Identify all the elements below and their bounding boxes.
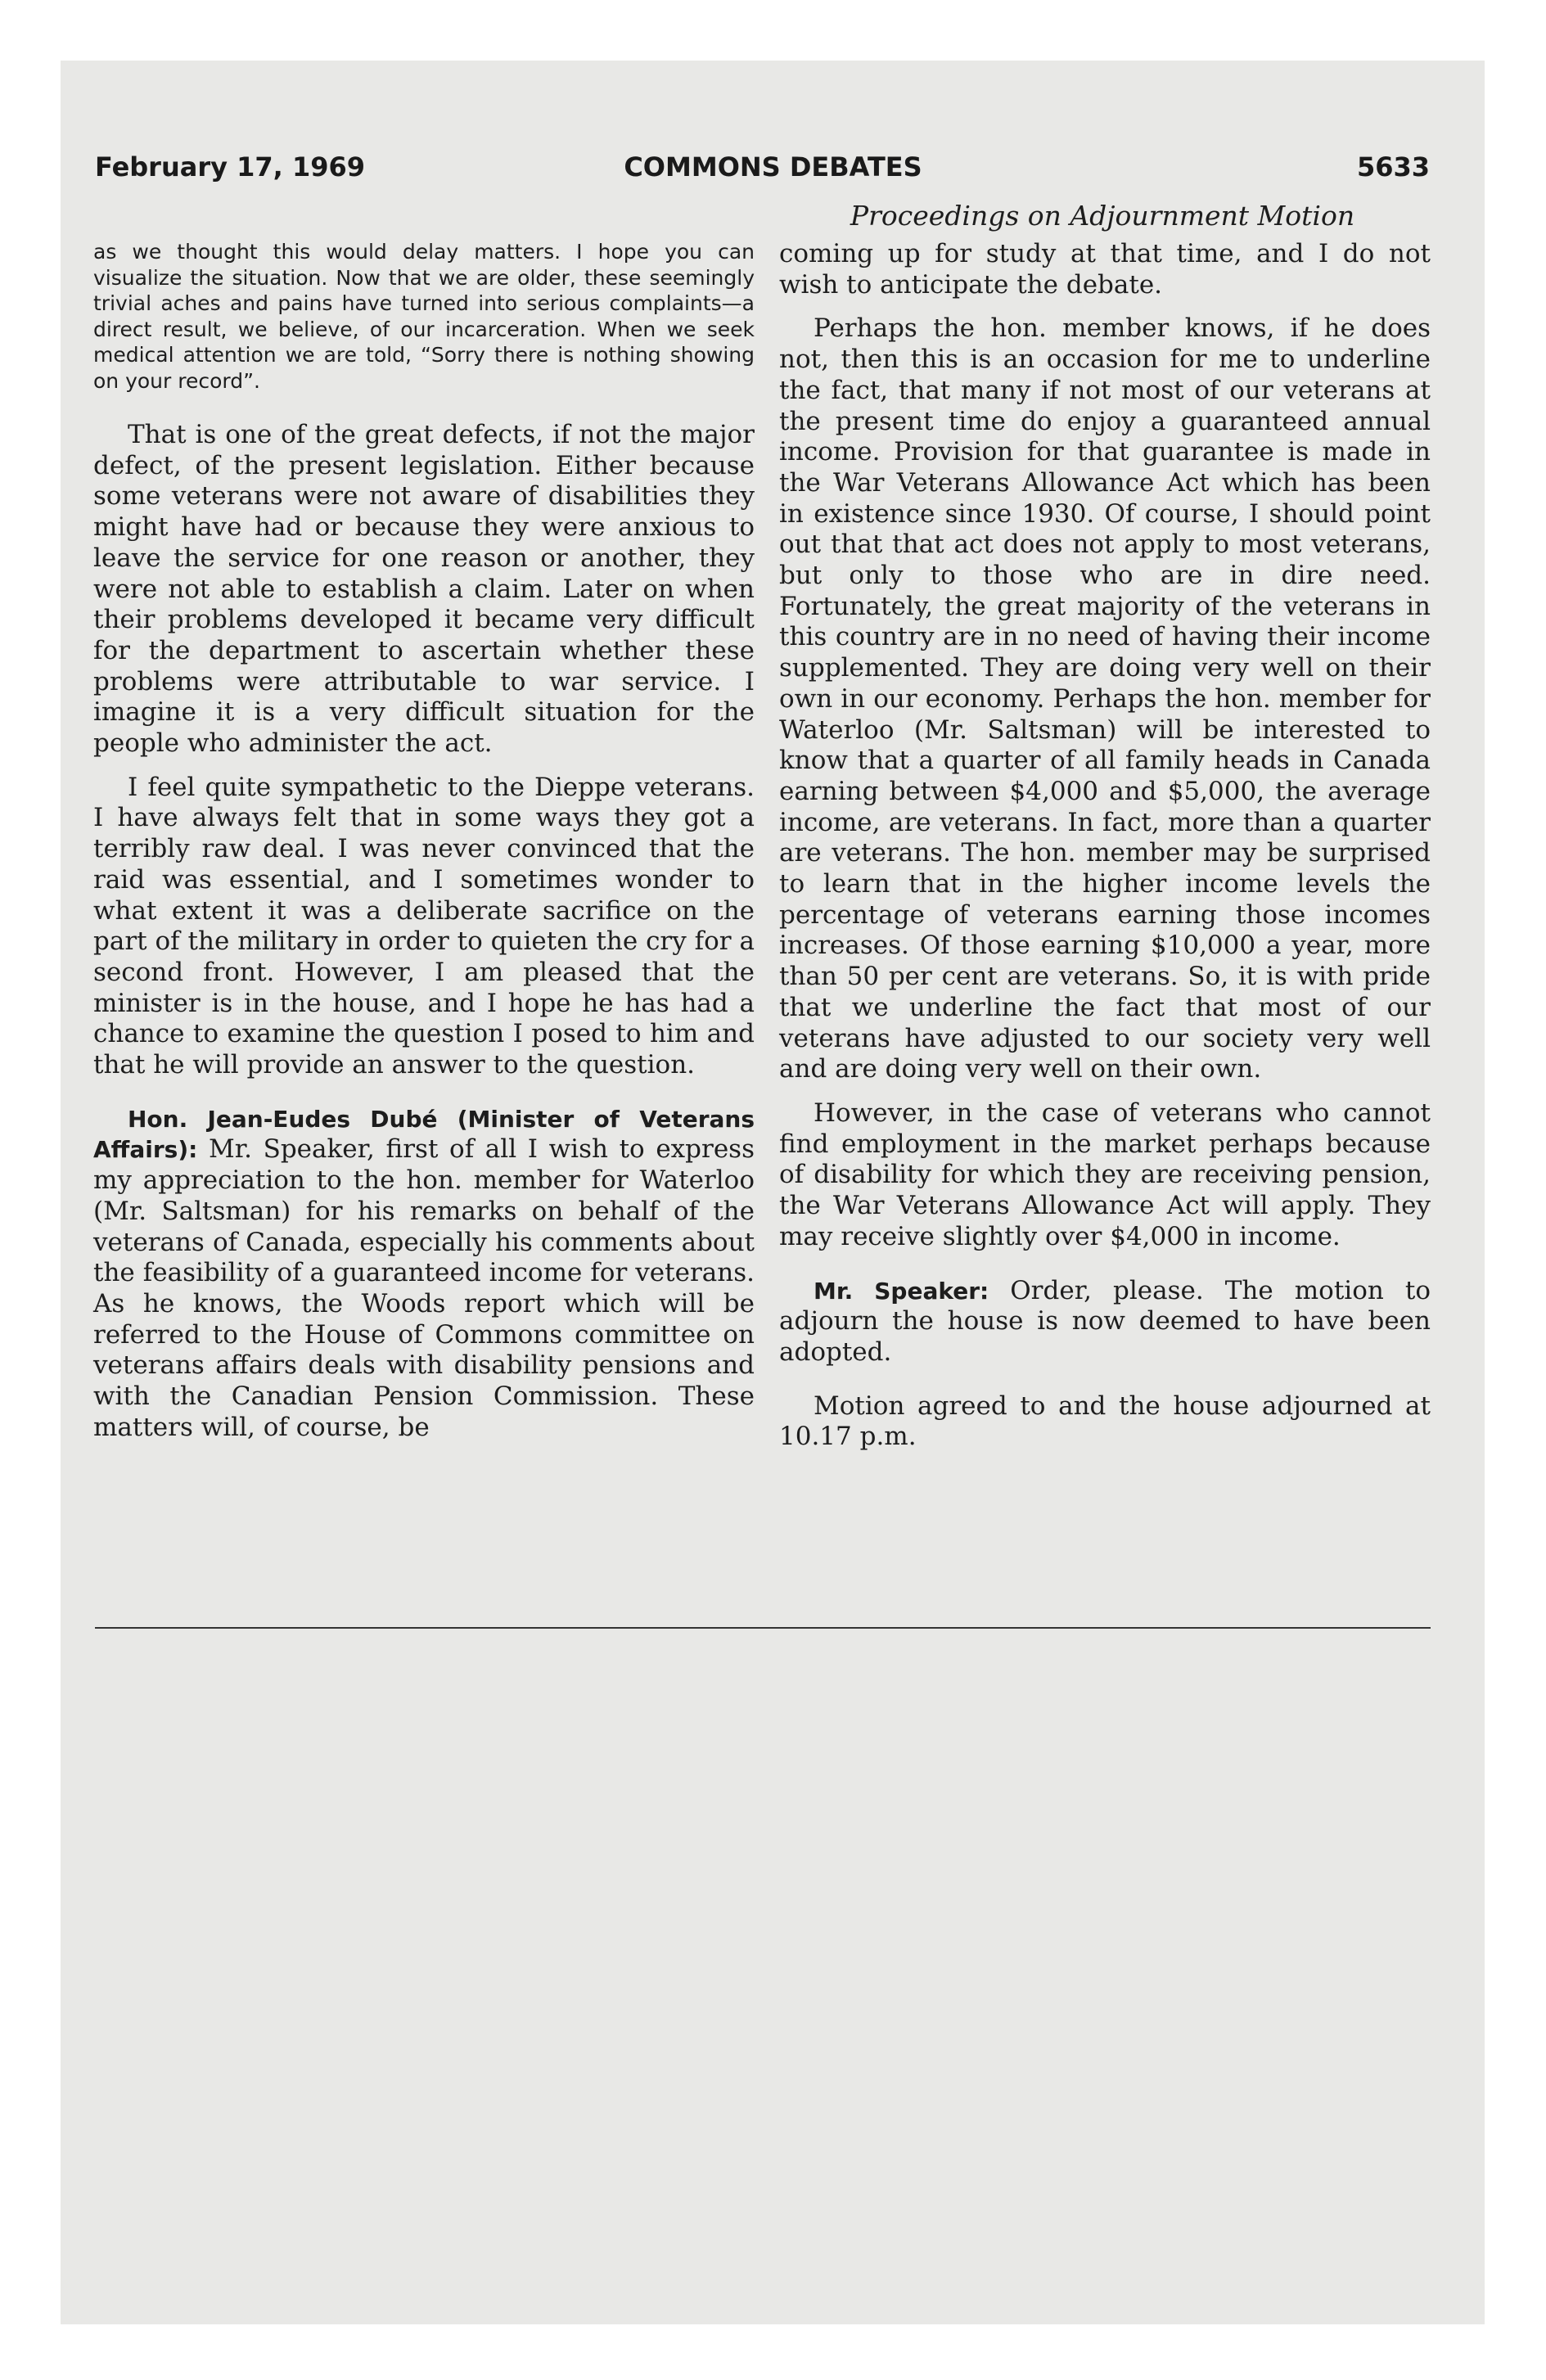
- paragraph: Perhaps the hon. member knows, if he does not, then this is an occasion for me to underline the fact, that many if not most of our veterans at the present time do enjoy a guaranteed annual income. Provision for that guarantee is made in the War Veterans Allowance Act which has been in existence since 1930. Of course, I should point out that that act does not apply to most veterans, but only to those who are in dire need. Fortunately, the great majority of the veterans in this country are in no need of having their income supplemented. They are doing very well on their own in our economy. Perhaps the hon. member for Waterloo (Mr. Saltsman) will be interested to know that a quarter of all family heads in Canada earning between $4,000 and $5,000, the average income, are veterans. In fact, more than a quarter are veterans. The hon. member may be surprised to learn that in the higher income levels the percentage of veterans earning those incomes increases. Of those earning $10,000 a year, more than 50 per cent are veterans. So, it is with pride that we underline the fact that most of our veterans have adjusted to our society very well and are doing very well on their own.: [779, 313, 1431, 1084]
- left-column: [93, 239, 755, 1444]
- header-title: COMMONS DEBATES: [624, 151, 922, 183]
- paragraph: That is one of the great defects, if not the major defect, of the present legislation. Either because some veterans were not aware of disabilities they might have had or because they were anxious to leave the service for one reason or another, they were not able to establish a claim. Later on when their problems developed it became very difficult for the department to ascertain whether these problems were attributable to war service. I imagine it is a very difficult situation for the people who administer the act.: [93, 420, 755, 759]
- speaker-name: Mr. Speaker:: [814, 1277, 989, 1305]
- header-page-number: 5633: [1356, 151, 1430, 183]
- quoted-letter: as we thought this would delay matters. I hope you can visualize the situation. Now that we are older, these seemingly trivial aches and pains have turned into serious complaints—a direct result, we believe, of our incarceration. When we seek medical attention we are told, “Sorry there is nothing showing on your record”.: [93, 240, 755, 393]
- end-rule: [95, 1627, 1431, 1629]
- speech-text: Mr. Speaker, first of all I wish to express my appreciation to the hon. member for Waterloo (Mr. Saltsman) for his remarks on behalf of the veterans of Canada, especially his comments about the feasibility of a guaranteed income for veterans. As he knows, the Woods report which will be referred to the House of Commons committee on veterans affairs deals with disability pensions and with the Canadian Pension Commission. These matters will, of course, be: [93, 1134, 755, 1442]
- speech-paragraph: [779, 1276, 1431, 1368]
- paragraph: coming up for study at that time, and I do not wish to anticipate the debate.: [779, 239, 1431, 300]
- header-date: February 17, 1969: [95, 151, 365, 183]
- right-column: [779, 239, 1431, 1453]
- paragraph: I feel quite sympathetic to the Dieppe veterans. I have always felt that in some ways they got a terribly raw deal. I was never convinced that the raid was essential, and I sometimes wonder to what extent it was a deliberate sacrifice on the part of the military in order to quieten the cry for a second front. However, I am pleased that the minister is in the house, and I hope he has had a chance to examine the question I posed to him and that he will provide an answer to the question.: [93, 772, 755, 1080]
- speech-paragraph: [93, 1104, 755, 1444]
- speech-text: Order, please. The motion to adjourn the house is now deemed to have been adopted.: [779, 1275, 1431, 1367]
- paragraph: However, in the case of veterans who cannot find employment in the market perhaps because of disability for which they are receiving pension, the War Veterans Allowance Act will apply. They may receive slightly over $4,000 in income.: [779, 1098, 1431, 1251]
- section-subtitle: Proceedings on Adjournment Motion: [850, 200, 1355, 232]
- speaker-name: Hon. Jean-Eudes Dubé (Minister of Veterans Affairs):: [93, 1105, 755, 1164]
- paragraph: Motion agreed to and the house adjourned at 10.17 p.m.: [779, 1391, 1431, 1452]
